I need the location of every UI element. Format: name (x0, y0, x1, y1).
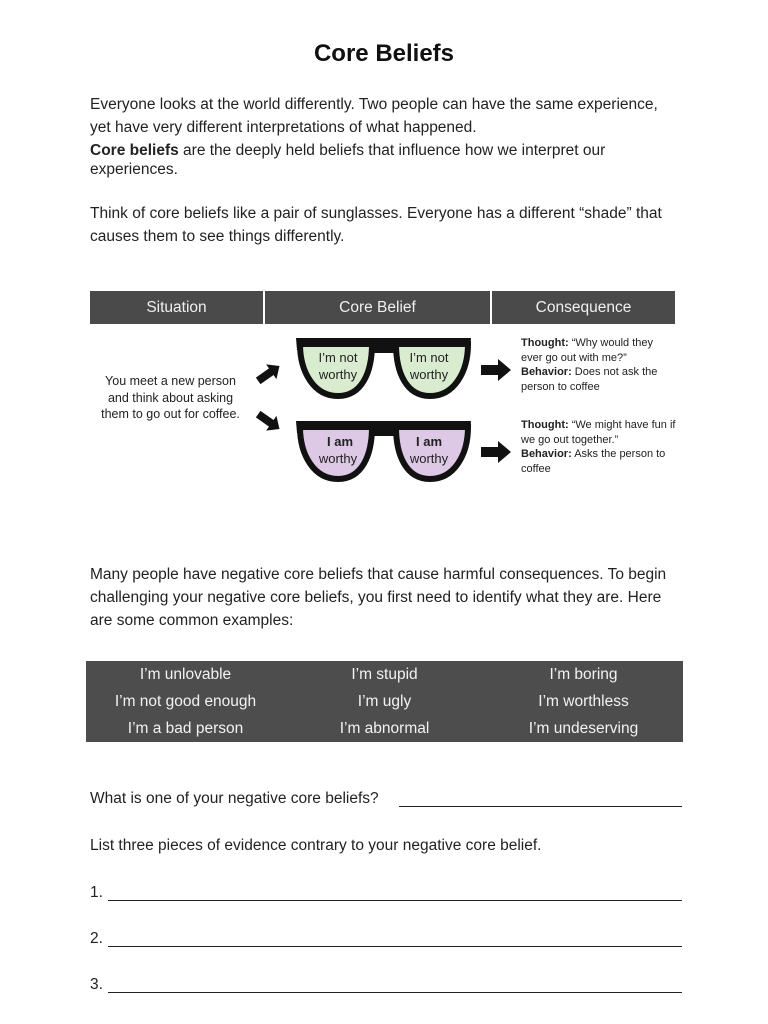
arrow-up-right-icon (253, 359, 285, 389)
definition-term: Core beliefs (90, 142, 179, 159)
lens-text: worthy (318, 451, 358, 466)
evidence-answer-line-3[interactable] (108, 992, 682, 993)
belief-cell: I’m stupid (351, 665, 418, 683)
table-row (86, 688, 683, 715)
lens-text: I’m not (318, 350, 358, 365)
header-consequence: Consequence (492, 291, 675, 324)
lens-text: worthy (409, 367, 449, 382)
belief-cell: I’m undeserving (528, 719, 639, 737)
definition-text: are the deeply held beliefs that influence how we interpret our experiences. (90, 142, 606, 178)
table-row (86, 715, 683, 742)
lens-text: I’m not (409, 350, 449, 365)
glasses-worthy-icon (296, 421, 471, 479)
intro-paragraph: Everyone looks at the world differently. Two people can have the same experience, yet have very different interpretations of what happened. (90, 96, 658, 136)
question-negative-belief: What is one of your negative core beliefs? (90, 790, 379, 807)
lens-text: worthy (409, 451, 449, 466)
sunglasses-paragraph: Think of core beliefs like a pair of sunglasses. Everyone has a different “shade” that causes them to see things differently. (90, 205, 662, 245)
page-title: Core Beliefs (313, 40, 455, 67)
evidence-answer-line-2[interactable] (108, 946, 682, 947)
evidence-number: 1. (90, 884, 103, 901)
belief-cell: I’m boring (549, 665, 618, 683)
belief-cell: I’m a bad person (127, 719, 244, 737)
table-row (86, 661, 683, 688)
header-core-belief: Core Belief (265, 291, 490, 324)
belief-cell: I’m worthless (538, 692, 629, 710)
belief-cell: I’m not good enough (114, 692, 257, 710)
examples-intro-paragraph: Many people have negative core beliefs that cause harmful consequences. To begin challenging your negative core beliefs, you first need to identify what they are. Here are some common examples: (90, 566, 667, 629)
lens-text: I am (415, 434, 443, 449)
answer-line-negative-belief[interactable] (399, 806, 682, 807)
consequence-2: Thought: “We might have fun if we go out together.” Behavior: Asks the person to coffee (521, 419, 676, 475)
arrow-down-right-icon (253, 407, 285, 437)
belief-cell: I’m ugly (357, 692, 412, 710)
belief-cell: I’m unlovable (139, 665, 232, 683)
consequence-1: Thought: “Why would they ever go out with me?” Behavior: Does not ask the person to coffee (521, 337, 658, 393)
evidence-number: 2. (90, 930, 103, 947)
arrow-right-icon (481, 359, 511, 381)
question-evidence: List three pieces of evidence contrary to your negative core belief. (90, 837, 542, 854)
lens-text: I am (326, 434, 354, 449)
lens-text: worthy (318, 367, 358, 382)
belief-cell: I’m abnormal (339, 719, 430, 737)
evidence-number: 3. (90, 976, 103, 993)
situation-text: You meet a new person and think about asking them to go out for coffee. (101, 374, 240, 421)
arrow-right-icon (481, 441, 511, 463)
beliefs-table (86, 661, 683, 742)
evidence-answer-line-1[interactable] (108, 900, 682, 901)
header-situation: Situation (90, 291, 263, 324)
